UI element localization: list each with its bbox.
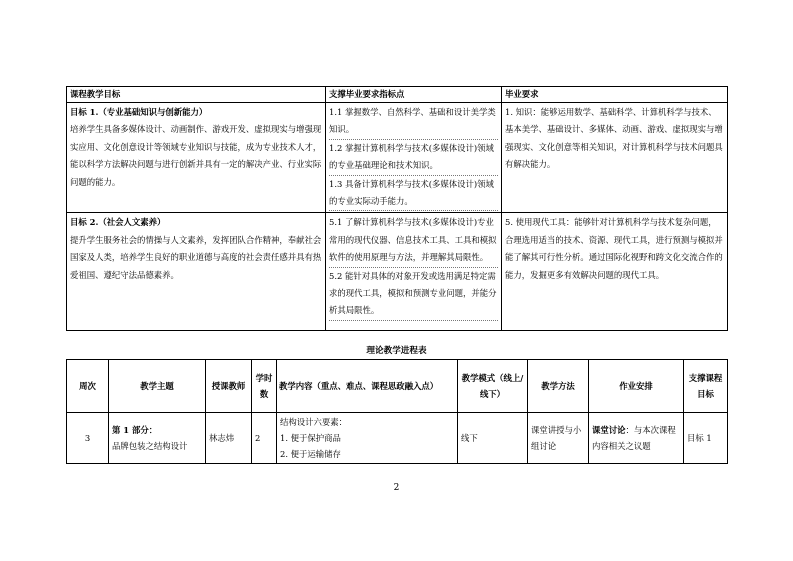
indicator-cell: [326, 103, 502, 213]
topic-cell: [109, 413, 206, 464]
content-line: 结构设计六要素：: [280, 417, 347, 427]
schedule-header-row: [67, 360, 728, 413]
indicator-cell: [326, 213, 502, 331]
topic-part: 第 1 部分：: [112, 425, 158, 435]
indicator-item: 1.3 具备计算机科学与技术(多媒体设计)领域的专业实际动手能力。: [329, 176, 498, 212]
schedule-table: [66, 359, 728, 464]
header-topic: 教学主题: [109, 360, 206, 413]
header-graduation-requirement: 毕业要求: [502, 87, 728, 103]
header-hours: 学时数: [252, 360, 277, 413]
objective-title: 目标 2.（社会人文素养）: [70, 217, 166, 228]
objectives-table: [66, 86, 728, 331]
requirement-cell: 1. 知识：能够运用数学、基础科学、计算机科学与技术、基本美学、基础设计、多媒体、动画、游戏、虚拟现实与增强现实、文化创意等相关知识，对计算机科学与技术问题具有解决能力。: [502, 103, 728, 213]
objective-body: 培养学生具备多媒体设计、动画制作、游戏开发、虚拟现实与增强现实应用、文化创意设计等领域专业知识与技能，成为专业技术人才，能以科学方法解决问题与进行创新并具有一定的解决产业、行业实际问题的能力。: [70, 124, 322, 187]
header-assignment: 作业安排: [589, 360, 684, 413]
schedule-row: [67, 413, 728, 464]
header-week: 周次: [67, 360, 109, 413]
assignment-text: ：与本次课程内容相关之议题: [592, 425, 676, 451]
header-content: 教学内容（重点、难点、课程思政融入点）: [277, 360, 458, 413]
content-cell: [277, 413, 458, 464]
objective-body: 提升学生服务社会的情操与人文素养，发挥团队合作精神，奉献社会国家及人类，培养学生良好的职业道德与高度的社会责任感并具有热爱祖国、遵纪守法品德素养。: [70, 234, 322, 280]
header-mode: 教学模式（线上/线下）: [458, 360, 528, 413]
indicator-item: 5.2 能针对具体的对象开发或选用满足特定需求的现代工具，模拟和预测专业问题，并能分析其局限性。: [329, 268, 498, 321]
objectives-header-row: [67, 87, 728, 103]
requirement-cell: 5. 使用现代工具：能够针对计算机科学与技术复杂问题，合理选用适当的技术、资源、现代工具，进行预测与模拟并能了解其可行性分析。通过国际化视野和跨文化交流合作的能力，发掘更多有效解决问题的现代工具。: [502, 213, 728, 331]
objective-row-2: [67, 213, 728, 331]
topic-title: 品牌包装之结构设计: [112, 441, 188, 451]
objective-title: 目标 1.（专业基础知识与创新能力）: [70, 107, 208, 117]
mode-cell: 线下: [458, 413, 528, 464]
objective-cell: [67, 213, 326, 331]
objective-row-1: [67, 103, 728, 213]
indicator-item: 1.2 掌握计算机科学与技术(多媒体设计)领域的专业基础理论和技术知识。: [329, 140, 498, 176]
assignment-cell: [589, 413, 684, 464]
week-cell: 3: [67, 413, 109, 464]
schedule-caption: 理论教学进程表: [366, 346, 427, 356]
content-line: 2. 便于运输储存: [280, 449, 341, 459]
objective-ref-cell: 目标 1: [684, 413, 728, 464]
indicator-item: 5.1 了解计算机科学与技术(多媒体设计)专业常用的现代仪器、信息技术工具、工具和模拟软件的使用原理与方法，并理解其局限性。: [329, 214, 498, 267]
page-number: 2: [393, 483, 400, 493]
method-cell: 课堂讲授与小组讨论: [528, 413, 589, 464]
objective-cell: [67, 103, 326, 213]
header-course-objective: 课程教学目标: [67, 87, 326, 103]
content-line: 1. 便于保护商品: [280, 433, 341, 443]
indicator-item: 1.1 掌握数学、自然科学、基础和设计美学类知识。: [329, 104, 498, 140]
teacher-cell: 林志炜: [206, 413, 252, 464]
assignment-label: 课堂讨论: [592, 425, 626, 435]
header-teacher: 授课教师: [206, 360, 252, 413]
header-indicator: 支撑毕业要求指标点: [326, 87, 502, 103]
header-objective: 支撑课程目标: [684, 360, 728, 413]
hours-cell: 2: [252, 413, 277, 464]
header-method: 教学方法: [528, 360, 589, 413]
